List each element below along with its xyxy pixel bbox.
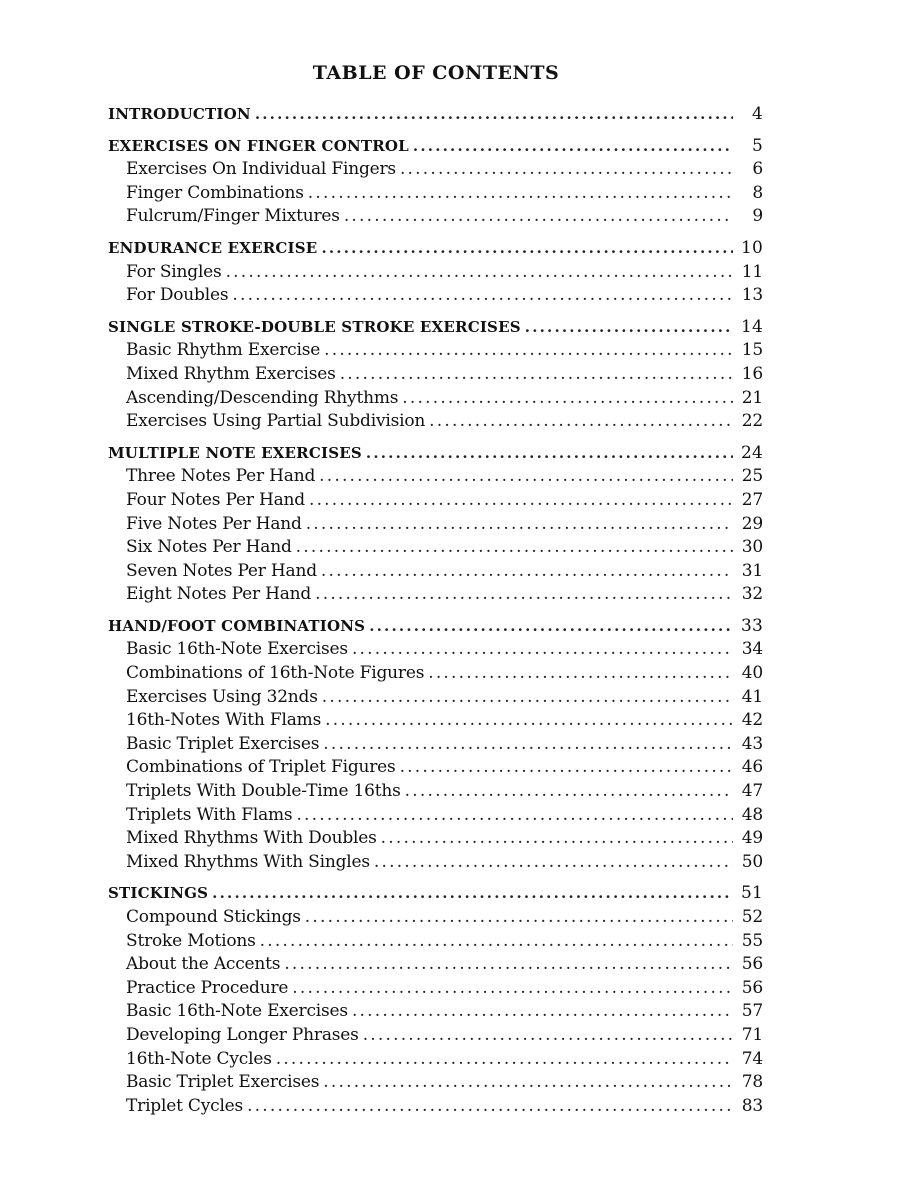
dot-leader xyxy=(400,756,733,780)
toc-section xyxy=(108,103,763,127)
toc-section-heading[interactable] xyxy=(108,316,763,340)
dot-leader xyxy=(402,387,733,411)
toc-entry[interactable] xyxy=(108,930,763,954)
entry-title: Basic Rhythm Exercise xyxy=(126,340,321,361)
page-number: 15 xyxy=(741,340,763,361)
dot-leader xyxy=(319,465,733,489)
section-title: HAND/FOOT COMBINATIONS xyxy=(108,616,366,635)
entry-title: For Singles xyxy=(126,261,222,282)
page-number: 52 xyxy=(741,907,763,927)
entry-title: Developing Longer Phrases xyxy=(126,1024,359,1045)
page-number: 5 xyxy=(751,135,763,156)
toc-entry[interactable] xyxy=(108,158,763,182)
dot-leader xyxy=(284,953,733,977)
page-number: 71 xyxy=(741,1024,763,1045)
toc-entry[interactable] xyxy=(108,410,763,434)
section-title: ENDURANCE EXERCISE xyxy=(108,238,318,257)
entry-title: Three Notes Per Hand xyxy=(126,466,316,487)
entry-title: Basic Triplet Exercises xyxy=(126,733,320,754)
page-number: 49 xyxy=(741,828,763,849)
page-number: 8 xyxy=(752,182,763,203)
dot-leader xyxy=(255,103,733,127)
page-number: 42 xyxy=(741,710,763,731)
dot-leader xyxy=(305,906,733,930)
toc-entry[interactable] xyxy=(108,638,763,662)
page-number: 9 xyxy=(752,206,763,227)
toc-entry[interactable] xyxy=(108,709,763,733)
entry-title: Mixed Rhythm Exercises xyxy=(126,363,336,384)
page-number: 51 xyxy=(740,883,763,904)
dot-leader xyxy=(525,316,733,340)
dot-leader xyxy=(296,804,733,828)
dot-leader xyxy=(323,733,733,757)
section-title: MULTIPLE NOTE EXERCISES xyxy=(108,443,362,462)
section-title: EXERCISES ON FINGER CONTROL xyxy=(108,136,409,155)
toc-entry[interactable] xyxy=(108,686,763,710)
entry-title: Triplet Cycles xyxy=(126,1095,244,1116)
page-number: 32 xyxy=(741,584,763,605)
dot-leader xyxy=(400,158,733,182)
section-title: STICKINGS xyxy=(108,884,209,903)
toc-section xyxy=(108,615,763,875)
dot-leader xyxy=(306,513,733,537)
entry-title: Combinations of 16th-Note Figures xyxy=(126,663,425,684)
toc-entry[interactable] xyxy=(108,977,763,1001)
dot-leader xyxy=(260,930,733,954)
entry-title: Exercises On Individual Fingers xyxy=(126,159,396,180)
toc-entry[interactable] xyxy=(108,953,763,977)
entry-title: Triplets With Double-Time 16ths xyxy=(126,781,401,802)
dot-leader xyxy=(322,686,733,710)
toc-entry[interactable] xyxy=(108,804,763,828)
toc-section-heading[interactable] xyxy=(108,442,763,466)
page-number: 56 xyxy=(741,977,763,998)
toc-entry[interactable] xyxy=(108,489,763,513)
page-number: 46 xyxy=(741,757,763,778)
toc-entry[interactable] xyxy=(108,1024,763,1048)
dot-leader xyxy=(292,977,733,1001)
dot-leader xyxy=(296,536,733,560)
page-number: 83 xyxy=(741,1095,763,1116)
page-number: 57 xyxy=(741,1001,763,1022)
table-of-contents xyxy=(108,103,763,1126)
entry-title: Basic 16th-Note Exercises xyxy=(126,639,348,660)
toc-entry[interactable] xyxy=(108,733,763,757)
entry-title: Fulcrum/Finger Mixtures xyxy=(126,206,340,227)
entry-title: Stroke Motions xyxy=(126,930,256,951)
entry-title: Mixed Rhythms With Doubles xyxy=(126,828,377,849)
toc-entry[interactable] xyxy=(108,583,763,607)
dot-leader xyxy=(429,410,733,434)
entry-title: 16th-Notes With Flams xyxy=(126,710,322,731)
dot-leader xyxy=(405,780,733,804)
entry-title: Six Notes Per Hand xyxy=(126,537,292,558)
page-number: 30 xyxy=(741,537,763,558)
page-number: 16 xyxy=(741,363,763,384)
toc-entry[interactable] xyxy=(108,205,763,229)
entry-title: Eight Notes Per Hand xyxy=(126,584,312,605)
toc-section xyxy=(108,882,763,1118)
dot-leader xyxy=(428,662,733,686)
toc-section-heading[interactable] xyxy=(108,615,763,639)
dot-leader xyxy=(212,882,733,906)
toc-section xyxy=(108,316,763,434)
toc-entry[interactable] xyxy=(108,906,763,930)
entry-title: Combinations of Triplet Figures xyxy=(126,757,396,778)
toc-section xyxy=(108,442,763,607)
page-number: 34 xyxy=(741,639,763,660)
entry-title: Ascending/Descending Rhythms xyxy=(126,387,399,408)
entry-title: Five Notes Per Hand xyxy=(126,513,302,534)
page-title: TABLE OF CONTENTS xyxy=(312,62,560,84)
dot-leader xyxy=(315,583,733,607)
page-number: 48 xyxy=(741,804,763,825)
toc-entry[interactable] xyxy=(108,363,763,387)
page-number: 43 xyxy=(741,733,763,754)
page-number: 10 xyxy=(740,237,763,258)
toc-entry[interactable] xyxy=(108,827,763,851)
dot-leader xyxy=(247,1095,733,1119)
page-number: 31 xyxy=(741,560,763,581)
toc-entry[interactable] xyxy=(108,662,763,686)
page-number: 29 xyxy=(741,513,763,534)
toc-section-heading[interactable] xyxy=(108,135,763,159)
dot-leader xyxy=(374,851,733,875)
dot-leader xyxy=(344,205,733,229)
page-number: 27 xyxy=(741,489,763,510)
dot-leader xyxy=(321,237,733,261)
page-number: 22 xyxy=(741,411,763,432)
dot-leader xyxy=(352,1000,733,1024)
page-number: 56 xyxy=(741,954,763,975)
page-number: 50 xyxy=(741,851,763,872)
toc-section-heading[interactable] xyxy=(108,237,763,261)
entry-title: Four Notes Per Hand xyxy=(126,489,305,510)
page-number: 47 xyxy=(741,781,763,802)
toc-entry[interactable] xyxy=(108,780,763,804)
dot-leader xyxy=(226,261,733,285)
page-number: 41 xyxy=(741,686,763,707)
dot-leader xyxy=(232,284,733,308)
toc-entry[interactable] xyxy=(108,536,763,560)
dot-leader xyxy=(340,363,733,387)
page-number: 21 xyxy=(741,387,763,408)
entry-title: Practice Procedure xyxy=(126,977,289,998)
page-number: 4 xyxy=(751,104,763,124)
toc-entry[interactable] xyxy=(108,261,763,285)
dot-leader xyxy=(366,442,733,466)
dot-leader xyxy=(413,135,733,159)
toc-entry[interactable] xyxy=(108,465,763,489)
dot-leader xyxy=(381,827,733,851)
page-number: 14 xyxy=(740,316,763,337)
entry-title: Basic Triplet Exercises xyxy=(126,1072,320,1093)
toc-section xyxy=(108,135,763,229)
page-number: 74 xyxy=(741,1048,763,1069)
page-number: 6 xyxy=(752,159,763,180)
toc-entry[interactable] xyxy=(108,339,763,363)
section-title: SINGLE STROKE-DOUBLE STROKE EXERCISES xyxy=(108,317,521,336)
page-number: 13 xyxy=(741,285,763,306)
dot-leader xyxy=(323,1071,733,1095)
dot-leader xyxy=(308,182,733,206)
dot-leader xyxy=(352,638,733,662)
toc-section-heading[interactable] xyxy=(108,882,763,906)
page-number: 25 xyxy=(741,466,763,487)
page-number: 40 xyxy=(741,663,763,684)
toc-entry[interactable] xyxy=(108,284,763,308)
page-number: 33 xyxy=(740,615,763,636)
section-title: INTRODUCTION xyxy=(108,105,251,123)
dot-leader xyxy=(309,489,733,513)
entry-title: Compound Stickings xyxy=(126,907,301,927)
entry-title: Finger Combinations xyxy=(126,182,304,203)
toc-entry[interactable] xyxy=(108,182,763,206)
toc-entry[interactable] xyxy=(108,560,763,584)
dot-leader xyxy=(369,615,733,639)
toc-section xyxy=(108,237,763,308)
page-number: 24 xyxy=(740,442,763,463)
entry-title: Mixed Rhythms With Singles xyxy=(126,851,370,872)
toc-entry[interactable] xyxy=(108,1095,763,1119)
toc-entry[interactable] xyxy=(108,1048,763,1072)
toc-entry[interactable] xyxy=(108,387,763,411)
page-number: 78 xyxy=(741,1072,763,1093)
toc-section-heading[interactable] xyxy=(108,103,763,127)
entry-title: For Doubles xyxy=(126,285,229,306)
dot-leader xyxy=(324,339,733,363)
entry-title: Triplets With Flams xyxy=(126,804,293,825)
toc-entry[interactable] xyxy=(108,513,763,537)
dot-leader xyxy=(363,1024,733,1048)
toc-entry[interactable] xyxy=(108,851,763,875)
entry-title: Seven Notes Per Hand xyxy=(126,560,317,581)
dot-leader xyxy=(325,709,733,733)
dot-leader xyxy=(321,560,733,584)
page-number: 55 xyxy=(741,930,763,951)
entry-title: About the Accents xyxy=(126,954,281,975)
toc-entry[interactable] xyxy=(108,1071,763,1095)
dot-leader xyxy=(276,1048,733,1072)
entry-title: Exercises Using 32nds xyxy=(126,686,318,707)
entry-title: 16th-Note Cycles xyxy=(126,1048,272,1069)
page-number: 11 xyxy=(741,261,763,282)
entry-title: Exercises Using Partial Subdivision xyxy=(126,411,426,432)
toc-entry[interactable] xyxy=(108,1000,763,1024)
toc-entry[interactable] xyxy=(108,756,763,780)
entry-title: Basic 16th-Note Exercises xyxy=(126,1001,348,1022)
